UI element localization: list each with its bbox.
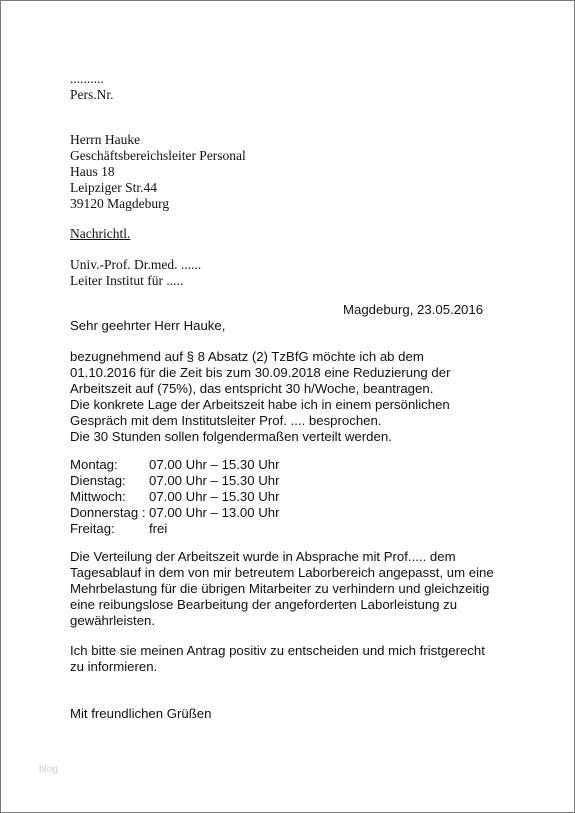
salutation: Sehr geehrter Herr Hauke, [70, 318, 226, 333]
schedule-day: Montag: [70, 457, 118, 472]
paragraph-request [70, 349, 451, 445]
cc-label: Nachrichtl. [70, 226, 131, 241]
schedule-row [70, 489, 370, 505]
paragraph-line: Mehrbelastung für die übrigen Mitarbeiter zu verhindern und gleichzeitig [70, 581, 490, 596]
closing: Mit freundlichen Grüßen [70, 706, 212, 721]
header-dots: .......... [70, 71, 104, 86]
recipient-name: Herrn Hauke [70, 132, 141, 147]
paragraph-line: Die 30 Stunden sollen folgendermaßen verteilt werden. [70, 429, 392, 444]
schedule-time: 07.00 Uhr – 15.30 Uhr [149, 489, 280, 504]
paragraph-line: bezugnehmend auf § 8 Absatz (2) TzBfG möchte ich ab dem [70, 349, 424, 364]
paragraph-line: Tagesablauf in dem von mir betreutem Laborbereich angepasst, um eine [70, 565, 494, 580]
schedule-day: Donnerstag : [70, 505, 146, 520]
recipient-street: Leipziger Str.44 [70, 180, 157, 195]
pers-nr: Pers.Nr. [70, 87, 114, 102]
recipient-building: Haus 18 [70, 164, 115, 179]
paragraph-line: Ich bitte sie meinen Antrag positiv zu entscheiden und mich fristgerecht [70, 643, 485, 658]
paragraph-line: Gespräch mit dem Institutsleiter Prof. .... besprochen. [70, 413, 382, 428]
schedule-time: 07.00 Uhr – 13.00 Uhr [149, 505, 280, 520]
paragraph-request-decision [70, 643, 485, 675]
recipient-address [70, 132, 246, 212]
schedule-time: frei [149, 521, 168, 536]
schedule-time: 07.00 Uhr – 15.30 Uhr [149, 457, 280, 472]
paragraph-line: Arbeitszeit auf (75%), das entspricht 30 h/Woche, beantragen. [70, 381, 434, 396]
recipient-city: 39120 Magdeburg [70, 196, 170, 211]
cc-line-2: Leiter Institut für ..... [70, 273, 184, 288]
date-line: Magdeburg, 23.05.2016 [343, 302, 484, 317]
paragraph-line: zu informieren. [70, 659, 158, 674]
schedule-day: Freitag: [70, 521, 115, 536]
schedule-row [70, 457, 370, 473]
schedule-day: Dienstag: [70, 473, 126, 488]
work-schedule [70, 457, 370, 537]
cc-recipients [70, 257, 201, 289]
paragraph-line: gewährleisten. [70, 613, 156, 628]
paragraph-line: Die konkrete Lage der Arbeitszeit habe ich in einem persönlichen [70, 397, 450, 412]
schedule-row [70, 521, 370, 537]
schedule-row [70, 473, 370, 489]
paragraph-line: 01.10.2016 für die Zeit bis zum 30.09.2018 eine Reduzierung der [70, 365, 451, 380]
cc-line-1: Univ.-Prof. Dr.med. ...... [70, 257, 202, 272]
schedule-day: Mittwoch: [70, 489, 126, 504]
schedule-row [70, 505, 370, 521]
paragraph-line: eine reibungslose Bearbeitung der angeforderten Laborleistung zu [70, 597, 458, 612]
paragraph-distribution [70, 549, 494, 629]
recipient-title: Geschäftsbereichsleiter Personal [70, 148, 246, 163]
schedule-time: 07.00 Uhr – 15.30 Uhr [149, 473, 280, 488]
watermark: blog [39, 764, 58, 775]
paragraph-line: Die Verteilung der Arbeitszeit wurde in Absprache mit Prof..... dem [70, 549, 456, 564]
